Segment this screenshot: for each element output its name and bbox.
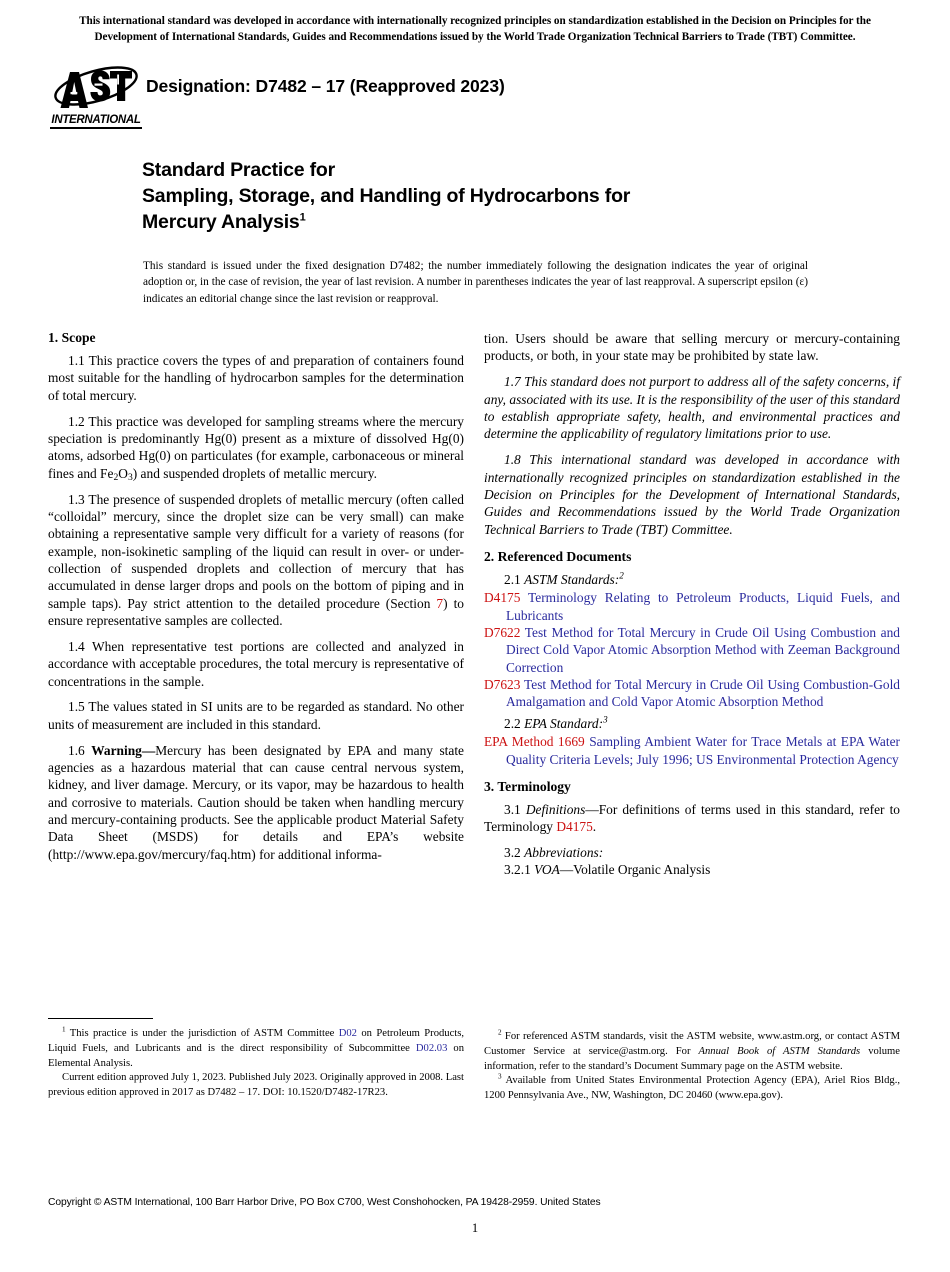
astm-logo-icon	[50, 62, 142, 117]
section-heading-referenced-documents: 2. Referenced Documents	[484, 548, 632, 564]
paragraph-3-2	[484, 844, 900, 861]
paragraph-3-1	[484, 801, 900, 836]
column-left	[48, 330, 464, 872]
section-heading-scope: 1. Scope	[48, 330, 96, 345]
subheading-epa-number: 2.2	[504, 715, 525, 731]
footnote-marker-2: 2	[619, 570, 624, 581]
paragraph-1-2-part-a: 1.2 This practice was developed for sampling streams where the mercury speciation is predominantly Hg(0) present as a mixture of dissolved Hg(0) atoms, adsorbed Hg(0) on particulates (for example, carbonaceous or mineral fines and Fe	[48, 413, 464, 481]
astm-logo-wordmark: INTERNATIONAL	[50, 114, 142, 129]
paragraph-1-8: 1.8 This international standard was developed in accordance with internationally recognized principles on standardization established in the Decision on Principles for the Development of International Standards, Guides and Recommendations issued by the World Trade Organization Technical Barriers to Trade (TBT) Committee.	[484, 452, 900, 537]
paragraph-3-2-1-number: 3.2.1	[504, 862, 535, 878]
paragraph-3-1-period: .	[592, 819, 597, 835]
footnote-3-marker: 3	[498, 1072, 502, 1081]
page-number: 1	[471, 1221, 479, 1235]
footnote-1-marker: 1	[62, 1025, 66, 1034]
footnote-1-part-a: This practice is under the jurisdiction of ASTM Committee	[65, 1028, 339, 1039]
definitions-label: Definitions	[525, 801, 586, 817]
subheading-epa-label: EPA Standard:	[524, 715, 604, 731]
copyright-notice: Copyright © ASTM International, 100 Barr Harbor Drive, PO Box C700, West Conshohocken, PA 19428-2959. United States	[48, 1197, 601, 1208]
astm-reference-list	[484, 589, 900, 711]
voa-definition: —Volatile Organic Analysis	[559, 862, 711, 878]
footnotes-left	[48, 1018, 464, 1101]
subheading-astm-number: 2.1	[504, 571, 525, 587]
column-right	[484, 330, 900, 887]
wto-banner	[52, 14, 898, 46]
subheading-astm-standards	[484, 571, 900, 588]
footnotes-right	[484, 1030, 900, 1104]
paragraph-1-6-number: 1.6	[68, 742, 92, 758]
warning-label: Warning—	[91, 742, 156, 758]
title-line-3-text: Mercury Analysis	[142, 210, 300, 233]
footnote-2-italic: Annual Book of ASTM Standards	[698, 1045, 861, 1057]
footnote-rule	[48, 1018, 153, 1019]
footnote-3	[484, 1074, 900, 1104]
paragraph-3-2-number: 3.2	[504, 845, 525, 861]
reference-designation[interactable]: D7623	[484, 677, 521, 693]
reference-title[interactable]: Test Method for Total Mercury in Crude Oil Using Combustion-Gold Amalgamation and Cold Vapor Atomic Absorption Method	[506, 677, 900, 710]
reference-title[interactable]: Terminology Relating to Petroleum Products, Liquid Fuels, and Lubricants	[506, 590, 900, 623]
paragraph-1-3	[48, 491, 464, 630]
subheading-astm-label: ASTM Standards:	[524, 571, 620, 587]
paragraph-1-4: 1.4 When representative test portions are collected and analyzed in accordance with acceptable procedures, the total mercury is representative of concentrations in the sample.	[48, 638, 464, 689]
paragraph-1-2	[48, 413, 464, 482]
footnote-1-part-c: on Elemental Analysis.	[48, 1042, 464, 1069]
paragraph-3-2-1	[484, 861, 900, 878]
list-item[interactable]	[484, 589, 900, 624]
paragraph-1-7: 1.7 This standard does not purport to address all of the safety concerns, if any, associated with its use. It is the responsibility of the user of this standard to establish appropriate safety, health, and environmental practices and determine the applicability of regulatory limitations prior to use.	[484, 374, 900, 442]
footnote-1	[48, 1027, 464, 1071]
paragraph-1-2-part-b: O	[118, 465, 128, 481]
paragraph-1-2-part-c: ) and suspended droplets of metallic mercury.	[132, 465, 377, 481]
list-item[interactable]	[484, 676, 900, 711]
title-line-3	[142, 210, 842, 236]
link-section-7[interactable]: 7	[436, 595, 444, 611]
link-d0203[interactable]: D02.03	[415, 1042, 448, 1054]
paragraph-3-1-number: 3.1	[504, 801, 526, 817]
subscript-2: 2	[113, 471, 119, 483]
abbreviations-label: Abbreviations:	[524, 845, 604, 861]
issued-note: This standard is issued under the fixed designation D7482; the number immediately following the designation indicates the year of original adoption or, in the case of revision, the year of last revision. A number in parentheses indicates the year of last reapproval. A superscript epsilon (ε) indicates an editorial change since the last revision or reapproval.	[143, 260, 808, 305]
title-line-1: Standard Practice for	[142, 159, 336, 181]
reference-designation[interactable]: D4175	[484, 590, 521, 606]
footnote-2-part-b: volume information, refer to the standard’s Document Summary page on the ASTM website.	[484, 1045, 900, 1072]
paragraph-1-3-part-a: 1.3 The presence of suspended droplets of metallic mercury (often called “colloidal” mercury, since the droplet size can be very small) can make obtaining a representative sample very difficult for a variety of reasons (for example, non-isokinetic sampling of the liquid can result in over- or under-collection of suspended droplets and collection of mercury that has accumulated in dense larger drops and pools on the bottom of piping and in sample taps). Pay strict attention to the detailed procedure (Section	[48, 491, 464, 611]
reference-title[interactable]: Test Method for Total Mercury in Crude Oil Using Combustion and Direct Cold Vapor Atomic Absorption Method with Zeeman Background Correction	[506, 625, 900, 675]
footnote-3-text: Available from United States Environmental Protection Agency (EPA), Ariel Rios Bldg., 1200 Pennsylvania Ave., NW, Washington, DC 20460 (www.epa.gov).	[484, 1075, 900, 1102]
paragraph-1-3-part-b: ) to ensure representative samples are collected.	[48, 595, 464, 629]
footnote-marker-3: 3	[603, 714, 608, 725]
page-title	[142, 158, 842, 236]
footnote-edition: Current edition approved July 1, 2023. Published July 2023. Originally approved in 2008. Last previous edition approved in 2017 as D7482 – 17. DOI: 10.1520/D7482-17R23.	[48, 1072, 464, 1099]
wto-banner-line1: This international standard was developed in accordance with internationally recognized principles on standardization established in the Decision on Principles for the	[79, 15, 871, 27]
subscript-3: 3	[127, 471, 133, 483]
paragraph-1-5: 1.5 The values stated in SI units are to be regarded as standard. No other units of measurement are included in this standard.	[48, 699, 464, 732]
subheading-epa-standard	[484, 715, 900, 732]
designation: Designation: D7482 – 17 (Reapproved 2023)	[146, 76, 505, 96]
paragraph-1-6-text: Mercury has been designated by EPA and many state agencies as a hazardous material that can cause central nervous system, kidney, and liver damage. Mercury, or its vapor, may be hazardous to health and corrosive to materials. Caution should be taken when handling mercury and mercury-containing products. See the applicable product Material Safety Data Sheet (MSDS) for details and EPA’s website (http://www.epa.gov/mercury/faq.htm) for additional informa-	[48, 742, 464, 862]
reference-designation[interactable]: EPA Method 1669	[484, 734, 585, 750]
list-item[interactable]	[484, 624, 900, 676]
wto-banner-line2: Development of International Standards, Guides and Recommendations issued by the World Trade Organization Technical Barriers to Trade (TBT) Committee.	[94, 30, 856, 43]
epa-reference-list	[484, 733, 900, 768]
reference-designation[interactable]: D7622	[484, 625, 521, 641]
paragraph-3-1-text: —For definitions of terms used in this standard, refer to Terminology	[484, 801, 900, 835]
astm-logo	[50, 62, 142, 132]
reference-title[interactable]: Sampling Ambient Water for Trace Metals at EPA Water Quality Criteria Levels; July 1996; US Environmental Protection Agency	[506, 734, 900, 767]
paragraph-1-6-warning	[48, 742, 464, 864]
paragraph-1-1: 1.1 This practice covers the types of and preparation of containers found most suitable for the handling of hydrocarbon samples for the determination of total mercury.	[48, 352, 464, 403]
footnote-1-part-b: on Petroleum Products, Liquid Fuels, and Lubricants and is the direct responsibility of Subcommittee	[48, 1028, 465, 1054]
footnote-2	[484, 1030, 900, 1074]
paragraph-1-6-continued: tion. Users should be aware that selling mercury or mercury-containing products, or both, in your state may be prohibited by state law.	[484, 331, 900, 364]
link-d4175[interactable]: D4175	[556, 819, 593, 835]
section-heading-terminology: 3. Terminology	[484, 778, 571, 794]
title-line-2: Sampling, Storage, and Handling of Hydrocarbons for	[142, 184, 631, 207]
list-item[interactable]	[484, 733, 900, 768]
link-d02[interactable]: D02	[338, 1028, 357, 1039]
footnote-2-part-a: For referenced ASTM standards, visit the ASTM website, www.astm.org, or contact ASTM Customer Service at service@astm.org. For	[484, 1031, 900, 1057]
footnote-2-marker: 2	[498, 1028, 502, 1037]
voa-label: VOA	[534, 862, 560, 878]
title-footnote-marker: 1	[299, 211, 306, 224]
